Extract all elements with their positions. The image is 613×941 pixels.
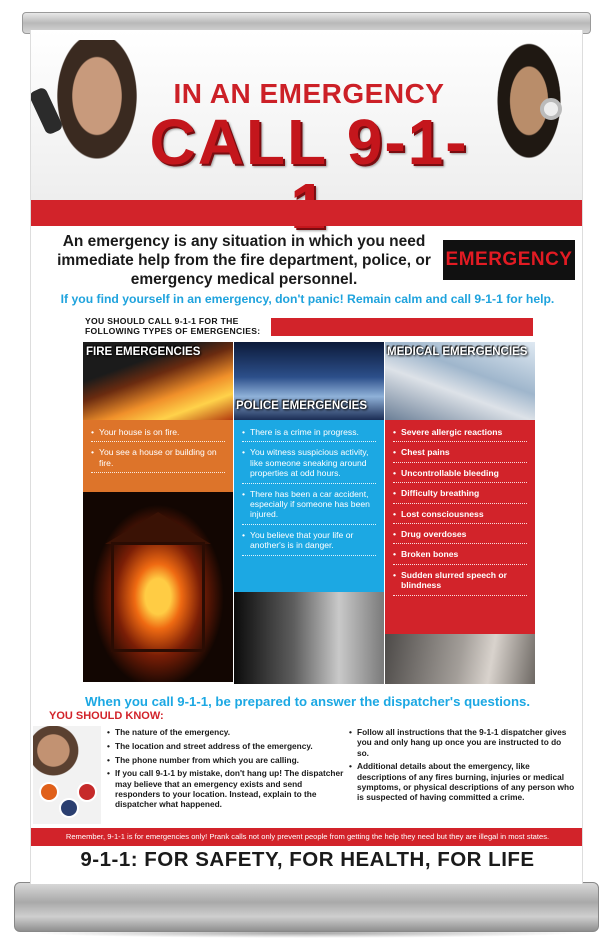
house-roof [105,512,211,544]
footer-slogan: 9-1-1: FOR SAFETY, FOR HEALTH, FOR LIFE [80,848,535,871]
know-list-right [349,727,575,806]
list-item: • Drug overdoses [393,529,527,544]
poster-header [31,30,583,200]
medical-column [385,342,535,684]
fire-list [83,420,233,492]
police-column [234,342,384,684]
emergency-sign: EMERGENCY [443,240,575,280]
list-item: • Uncontrollable bleeding [393,468,527,483]
list-item: • The nature of the emergency. [107,727,347,737]
blinds-watcher-photo [234,592,384,684]
list-item: • You see a house or building on fire. [91,447,225,473]
list-item: • Additional details about the emergency, like descriptions of any fires burning, injuries or medical symptoms, or physical descriptions of any person who is suspected of having committed a crime. [349,761,575,802]
list-item: • Follow all instructions that the 9-1-1 dispatcher gives you and only hang up once you are instructed to do so. [349,727,575,758]
emergency-poster [30,30,583,884]
header-red-band [31,200,583,226]
title-line-1: IN AN EMERGENCY [173,78,445,109]
list-item: • The location and street address of the emergency. [107,741,347,751]
list-item: • Lost consciousness [393,509,527,524]
ambulance-photo [385,342,535,420]
intro-statement: An emergency is any situation in which you need immediate help from the fire department, police, or emergency medical personnel. [57,233,431,288]
headset-icon [540,98,562,120]
list-item: • Your house is on fire. [91,427,225,442]
list-item: • You witness suspicious activity, like someone sneaking around properties at odd hours. [242,447,376,483]
banner-stand-base [14,882,599,932]
types-label: YOU SHOULD CALL 9-1-1 FOR THE FOLLOWING TYPES OF EMERGENCIES: [85,316,261,336]
types-red-bar [271,318,533,336]
police-list [234,420,384,592]
list-item: • You believe that your life or another's is in danger. [242,530,376,556]
list-item: • Broken bones [393,549,527,564]
firefighter-photo [83,342,233,420]
fire-circle-icon [39,782,59,802]
list-item: • The phone number from which you are calling. [107,755,347,765]
list-item: • If you call 9-1-1 by mistake, don't hang up! The dispatcher may believe that an emergency exists and send responders to your location. Instead, explain to the dispatcher what happened. [107,768,347,809]
emergency-collage-photo [33,726,101,824]
police-officers-photo [234,342,384,420]
medical-title: MEDICAL EMERGENCIES [387,346,528,358]
title-line-2: CALL 9-1- [149,106,469,178]
injured-person-photo [385,634,535,684]
tagline: If you find yourself in an emergency, don't panic! Remain calm and call 9-1-1 for help. [60,292,555,306]
medical-circle-icon [77,782,97,802]
dispatcher-photo [484,40,583,200]
questions-heading: When you call 9-1-1, be prepared to answer the dispatcher's questions. [84,694,531,709]
medical-list [385,420,535,634]
list-item: • Chest pains [393,447,527,462]
list-item: • There has been a car accident, especially if someone has been injured. [242,489,376,525]
list-item: • Sudden slurred speech or blindness [393,570,527,596]
fire-title: FIRE EMERGENCIES [86,346,201,358]
remember-banner: Remember, 9-1-1 is for emergencies only! Prank calls not only prevent people from getting the help they need but they are illegal in most states. [31,828,583,846]
list-item: • Difficulty breathing [393,488,527,503]
list-item: • Severe allergic reactions [393,427,527,442]
burning-house-photo [83,492,233,682]
police-title: POLICE EMERGENCIES [236,400,367,412]
list-item: • There is a crime in progress. [242,427,376,442]
house-frame [111,542,205,652]
police-circle-icon [59,798,79,818]
know-list-left [107,727,347,813]
should-know-heading: YOU SHOULD KNOW: [49,710,164,722]
fire-column [83,342,233,682]
